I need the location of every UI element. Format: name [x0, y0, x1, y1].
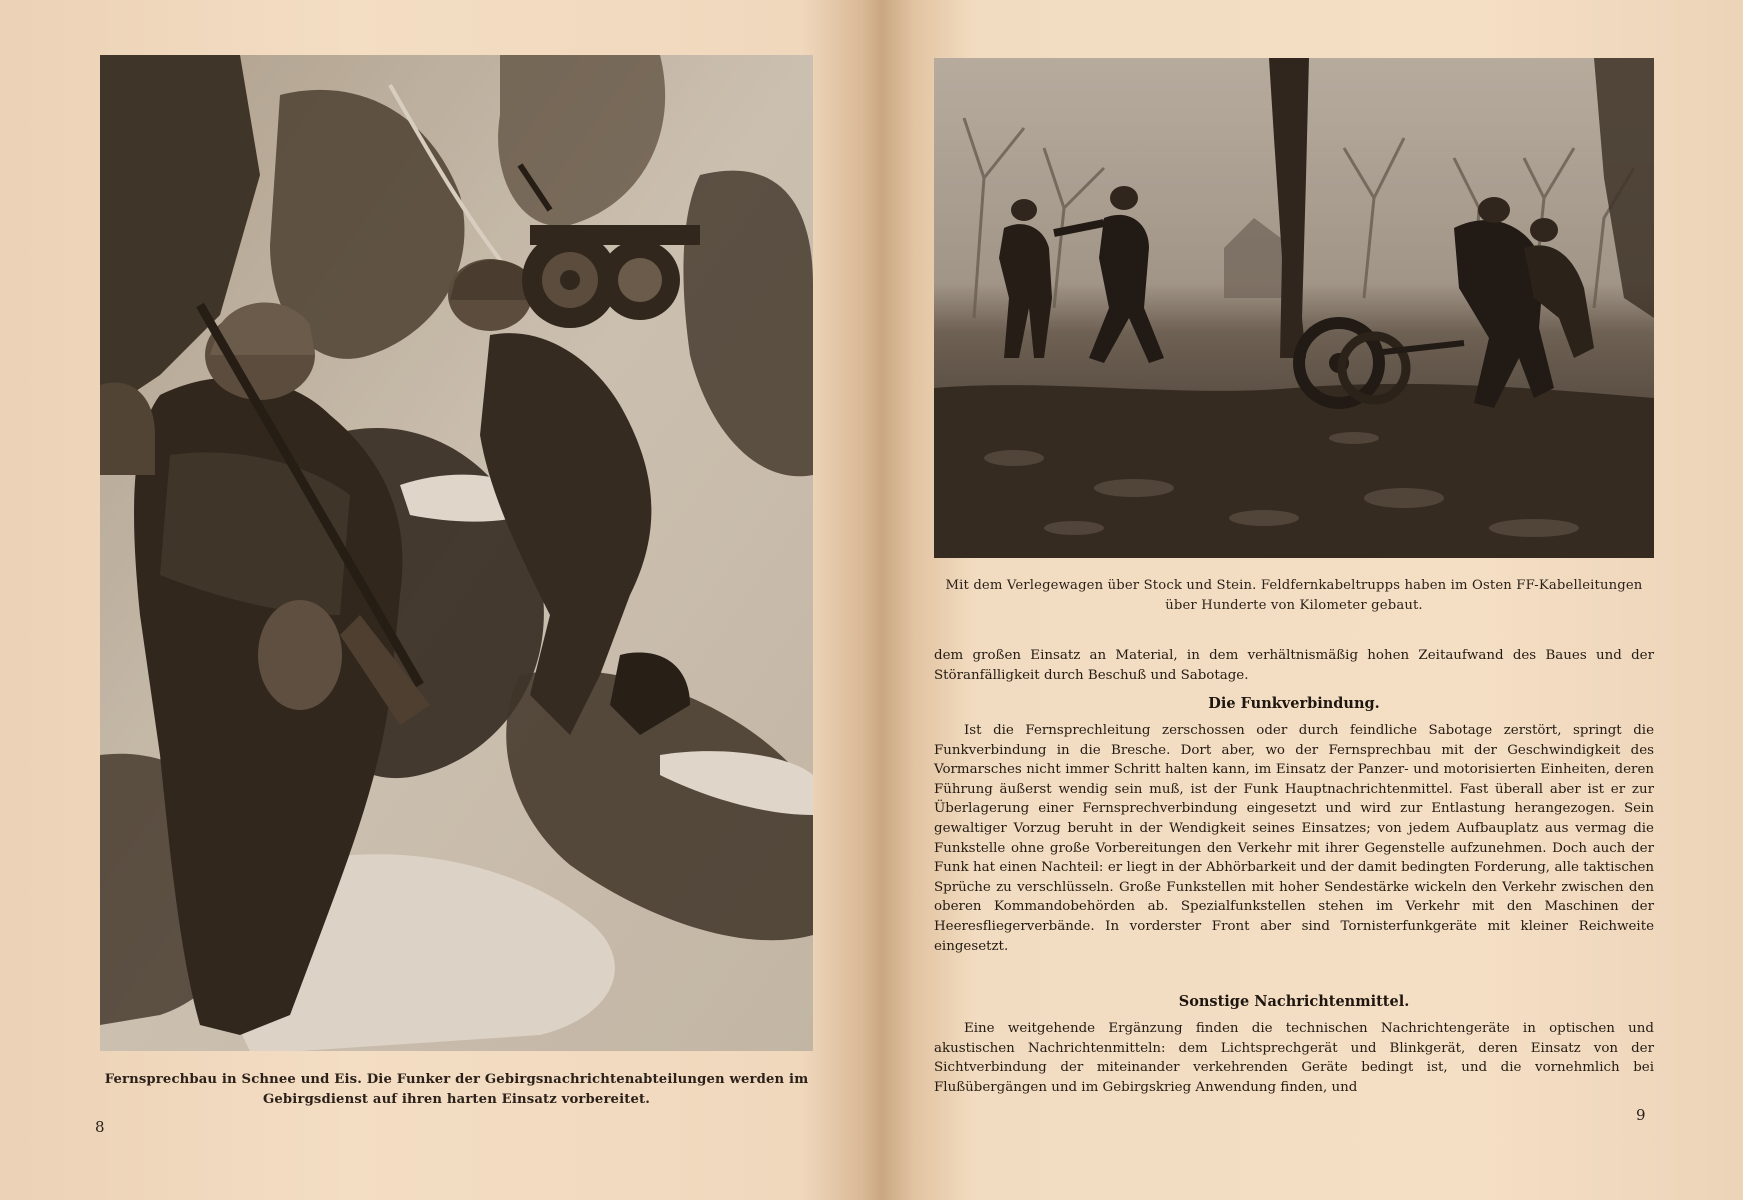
section-heading-sonstige-nachrichtenmittel: Sonstige Nachrichtenmittel.	[1178, 993, 1410, 1010]
cable-laying-wagon-photo	[934, 58, 1654, 558]
page-number-right: 9	[1636, 1106, 1646, 1124]
section-heading-funkverbindung: Die Funkverbindung.	[1208, 695, 1380, 712]
left-page	[0, 0, 868, 1200]
soldiers-with-cable-wagon-image	[934, 58, 1654, 558]
section-funkverbindung-body	[934, 721, 1654, 956]
funkverbindung-paragraph: Ist die Fernsprechleitung zerschossen oder durch feindliche Sabotage zerstört, springt die Funkverbindung in die Bresche. Dort aber, wo der Fernsprechbau mit der Geschwindigkeit des Vormarsches nicht immer Schritt halten kann, im Einsatz der Panzer- und motorisierten Einheiten, deren Führung äußerst wendig sein muß, ist der Funk Hauptnachrichtenmittel. Fast überall aber ist er zur Überlagerung einer Fernsprechverbindung eingesetzt und wird zur Entlastung herangezogen. Sein gewaltiger Vorzug beruht in der Wendigkeit seines Einsatzes; von jedem Aufbauplatz aus vermag die Funkstelle ohne große Vorbereitungen den Verkehr mit ihrer Gegenstelle aufzunehmen. Doch auch der Funk hat einen Nachteil: er liegt in der Abhörbarkeit und der damit bedingten Forderung, alle taktischen Sprüche zu verschlüsseln. Große Funkstellen mit hoher Sendestärke wickeln den Verkehr zwischen den oberen Kommandobehörden ab. Spezialfunkstellen stehen im Verkehr mit den Maschinen der Heeresfliegerverbände. In vorderster Front aber sind Tornisterfunkgeräte mit kleiner Reichweite eingesetzt.	[934, 723, 1654, 954]
right-page	[876, 0, 1743, 1200]
section-sonstige-body	[934, 1019, 1654, 1097]
page-number-left: 8	[95, 1118, 105, 1136]
winter-telephone-line-construction-photo	[100, 55, 813, 1051]
right-photo-caption: Mit dem Verlegewagen über Stock und Stein. Feldfernkabeltrupps haben im Osten FF-Kabelleitungen über Hunderte von Kilometer gebaut.	[945, 578, 1643, 613]
intro-text: dem großen Einsatz an Material, in dem verhältnismäßig hohen Zeitaufwand des Baues und der Störanfälligkeit durch Beschuß und Sabotage.	[934, 648, 1654, 683]
soldiers-climbing-snowy-slope-image	[100, 55, 813, 1051]
left-photo-caption: Fernsprechbau in Schnee und Eis. Die Funker der Gebirgsnachrichtenabteilungen werden im Gebirgsdienst auf ihren harten Einsatz vorbereitet.	[104, 1072, 809, 1107]
sonstige-paragraph: Eine weitgehende Ergänzung finden die technischen Nachrichtengeräte in optischen und akustischen Nachrichtenmitteln: dem Lichtsprechgerät und Blinkgerät, deren Einsatz von der Sichtverbindung der miteinander verkehrenden Geräte bedingt ist, und die vornehmlich bei Flußübergängen und im Gebirgskrieg Anwendung finden, und	[934, 1021, 1654, 1095]
intro-paragraph	[934, 646, 1654, 685]
